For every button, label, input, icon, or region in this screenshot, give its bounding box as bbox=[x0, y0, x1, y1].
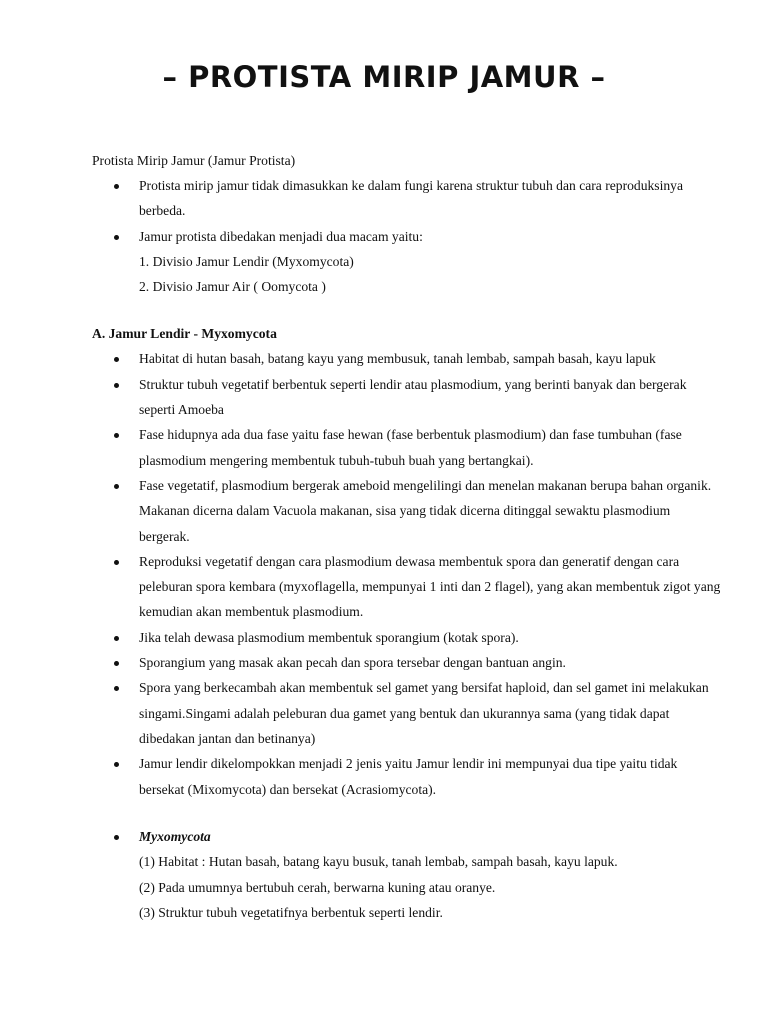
spacer bbox=[92, 299, 722, 321]
list-item bbox=[92, 346, 722, 371]
list-item-text: Sporangium yang masak akan pecah dan spora tersebar dengan bantuan angin. bbox=[139, 655, 566, 671]
list-item-text: Jamur lendir dikelompokkan menjadi 2 jenis yaitu Jamur lendir ini mempunyai dua tipe yaitu tidak bersekat (Mixomycota) dan bersekat (Acrasiomycota). bbox=[139, 756, 678, 797]
list-item bbox=[92, 824, 722, 849]
spacer bbox=[92, 802, 722, 824]
bullet-icon bbox=[114, 636, 119, 641]
bullet-icon bbox=[114, 686, 119, 691]
list-item-text: Struktur tubuh vegetatif berbentuk seperti lendir atau plasmodium, yang berinti banyak dan bergerak seperti Amoeba bbox=[139, 376, 687, 418]
list-item bbox=[92, 473, 722, 549]
list-item bbox=[92, 224, 722, 249]
bullet-icon bbox=[114, 357, 119, 362]
subsection-label: Myxomycota bbox=[139, 828, 211, 844]
list-item bbox=[92, 675, 722, 751]
list-item-text: Spora yang berkecambah akan membentuk sel gamet yang bersifat haploid, dan sel gamet ini melakukan singami.Singami adalah peleburan dua gamet yang bentuk dan ukurannya sama (yang tidak dapat dibedakan jantan dan betinanya) bbox=[139, 680, 709, 746]
bullet-icon bbox=[114, 835, 119, 840]
list-item-text: Jika telah dewasa plasmodium membentuk sporangium (kotak spora). bbox=[139, 629, 519, 645]
list-item-text: Reproduksi vegetatif dengan cara plasmodium dewasa membentuk spora dan generatif dengan cara peleburan spora kembara (myxoflagella, mempunyai 1 inti dan 2 flagel), yang akan membentuk zigot yang kemudian akan membentuk plasmodium. bbox=[139, 553, 721, 620]
list-item bbox=[92, 549, 722, 625]
division-item: 1. Divisio Jamur Lendir (Myxomycota) bbox=[139, 253, 354, 269]
bullet-icon bbox=[114, 433, 119, 438]
bullet-icon bbox=[114, 383, 119, 388]
section-heading: A. Jamur Lendir - Myxomycota bbox=[92, 326, 277, 342]
list-item bbox=[92, 422, 722, 473]
bullet-icon bbox=[114, 235, 119, 240]
numbered-item: (1) Habitat : Hutan basah, batang kayu busuk, tanah lembab, sampah basah, kayu lapuk. bbox=[139, 854, 618, 870]
intro-bullet-list bbox=[92, 173, 722, 249]
bullet-icon bbox=[114, 484, 119, 489]
division-list bbox=[92, 249, 722, 300]
section-a-bullet-list bbox=[92, 346, 722, 801]
list-item-text: Jamur protista dibedakan menjadi dua macam yaitu: bbox=[139, 228, 423, 244]
list-item bbox=[92, 650, 722, 675]
numbered-item: (2) Pada umumnya bertubuh cerah, berwarna kuning atau oranye. bbox=[139, 879, 496, 895]
bullet-icon bbox=[114, 560, 119, 565]
myxomycota-numbered-list bbox=[92, 849, 722, 926]
list-item bbox=[92, 751, 722, 802]
bullet-icon bbox=[114, 762, 119, 767]
myxomycota-list bbox=[92, 824, 722, 849]
division-item: 2. Divisio Jamur Air ( Oomycota ) bbox=[139, 279, 326, 295]
page-title: – PROTISTA MIRIP JAMUR – bbox=[162, 60, 606, 94]
list-item-text: Protista mirip jamur tidak dimasukkan ke dalam fungi karena struktur tubuh dan cara reproduksinya berbeda. bbox=[139, 178, 683, 219]
list-item-text: Fase hidupnya ada dua fase yaitu fase hewan (fase berbentuk plasmodium) dan fase tumbuhan (fase plasmodium mengering membentuk tubuh-tubuh buah yang bertangkai). bbox=[139, 427, 682, 468]
list-item-text: Habitat di hutan basah, batang kayu yang membusuk, tanah lembab, sampah basah, kayu lapuk bbox=[139, 351, 656, 367]
list-item bbox=[92, 372, 722, 423]
list-item bbox=[92, 173, 722, 224]
bullet-icon bbox=[114, 661, 119, 666]
bullet-icon bbox=[114, 184, 119, 189]
numbered-item: (3) Struktur tubuh vegetatifnya berbentuk seperti lendir. bbox=[139, 905, 443, 921]
intro-heading: Protista Mirip Jamur (Jamur Protista) bbox=[92, 153, 296, 168]
document-body bbox=[92, 148, 722, 926]
list-item-text: Fase vegetatif, plasmodium bergerak ameboid mengelilingi dan menelan makanan berupa bahan organik. Makanan dicerna dalam Vacuola makanan, sisa yang tidak dicerna ditinggal sewaktu plasmodium bergerak. bbox=[139, 477, 712, 544]
list-item bbox=[92, 625, 722, 650]
